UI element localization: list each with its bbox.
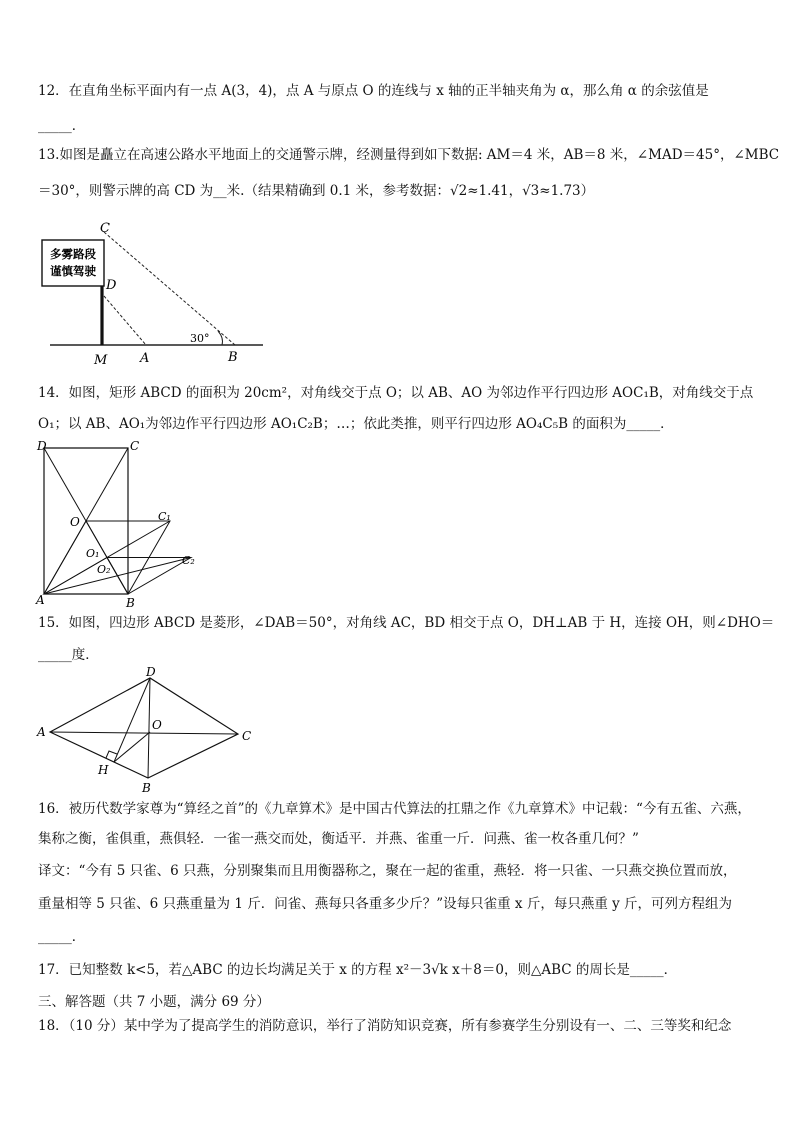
q15-figure <box>34 666 270 796</box>
label-D: D <box>146 666 156 679</box>
q14-line1: 14．如图，矩形 ABCD 的面积为 20cm²，对角线交于点 O；以 AB、AO 为邻边作平行四边形 AOC₁B，对角线交于点 <box>38 385 754 401</box>
label-B: B <box>142 781 151 795</box>
label-B: B <box>126 596 135 610</box>
segment-DH <box>114 678 150 762</box>
diagonal-AC <box>50 732 238 734</box>
label-H: H <box>98 763 109 777</box>
section-3-title: 三、解答题（共 7 小题，满分 69 分） <box>38 994 270 1010</box>
label-C1: C₁ <box>158 510 171 523</box>
q15-line2: _____度． <box>38 647 99 663</box>
right-angle-mark <box>106 751 117 758</box>
label-C: C <box>130 439 140 453</box>
q13-line2: ＝30°，则警示牌的高 CD 为__米.（结果精确到 0.1 米，参考数据：√2≈1.41，√3≈1.73） <box>38 183 595 199</box>
q18-line1: 18．（10 分）某中学为了提高学生的消防意识，举行了消防知识竞赛，所有参赛学生分别设有一、二、三等奖和纪念 <box>38 1018 732 1034</box>
label-A: A <box>36 593 45 607</box>
segment-OH <box>114 732 150 762</box>
label-C: C <box>242 729 252 743</box>
dashed-line-CB <box>104 232 235 345</box>
q16-line2: 集称之衡，雀俱重，燕俱轻．一雀一燕交而处，衡适平．并燕、雀重一斤．问燕、雀一枚各重几何？” <box>38 831 639 847</box>
label-B: B <box>228 350 238 365</box>
q16-line5: _____． <box>38 929 86 945</box>
label-A: A <box>140 351 150 366</box>
label-C: C <box>100 221 110 236</box>
q12-line2: _____． <box>38 118 86 134</box>
diagonal-BD <box>148 678 150 778</box>
label-O2: O₂ <box>97 563 111 576</box>
q14-line2: O₁；以 AB、AO₁为邻边作平行四边形 AO₁C₂B；…；依此类推，则平行四边形 AO₄C₅B 的面积为_____． <box>38 416 674 432</box>
label-O1: O₁ <box>86 547 100 560</box>
q15-line1: 15．如图，四边形 ABCD 是菱形，∠DAB＝50°，对角线 AC，BD 相交于点 O，DH⊥AB 于 H，连接 OH，则∠DHO＝ <box>38 615 775 631</box>
q16-line1: 16．被历代数学家尊为“算经之首”的《九章算术》是中国古代算法的扛鼎之作《九章算术》中记载：“今有五雀、六燕， <box>38 801 751 817</box>
label-O: O <box>70 515 80 529</box>
q13-line1: 13.如图是矗立在高速公路水平地面上的交通警示牌，经测量得到如下数据: AM＝4 米，AB＝8 米，∠MAD＝45°，∠MBC <box>38 147 780 163</box>
label-A: A <box>37 725 46 739</box>
q13-figure <box>38 218 270 370</box>
q14-figure <box>34 436 204 612</box>
q17-line1: 17．已知整数 k<5，若△ABC 的边长均满足关于 x 的方程 x²－3√k x＋8＝0，则△ABC 的周长是_____． <box>38 962 678 978</box>
q12-line1: 12．在直角坐标平面内有一点 A(3，4)，点 A 与原点 O 的连线与 x 轴的正半轴夹角为 α，那么角 α 的余弦值是 <box>38 83 709 99</box>
dashed-line-DA <box>104 296 146 345</box>
angle-label: 30° <box>190 332 210 345</box>
label-M: M <box>94 353 108 368</box>
label-O: O <box>152 718 162 732</box>
label-D: D <box>106 278 117 293</box>
sign-text-2: 谨慎驾驶 <box>50 264 96 278</box>
q16-line3: 译文：“今有 5 只雀、6 只燕，分别聚集而且用衡器称之，聚在一起的雀重，燕轻．将一只雀、一只燕交换位置而放， <box>38 863 737 879</box>
q16-line4: 重量相等 5 只雀、6 只燕重量为 1 斤．问雀、燕每只各重多少斤？”设每只雀重 x 斤，每只燕重 y 斤，可列方程组为 <box>38 896 733 912</box>
label-C2: C₂ <box>182 554 195 567</box>
label-D: D <box>37 439 47 453</box>
sign-text-1: 多雾路段 <box>50 247 96 261</box>
